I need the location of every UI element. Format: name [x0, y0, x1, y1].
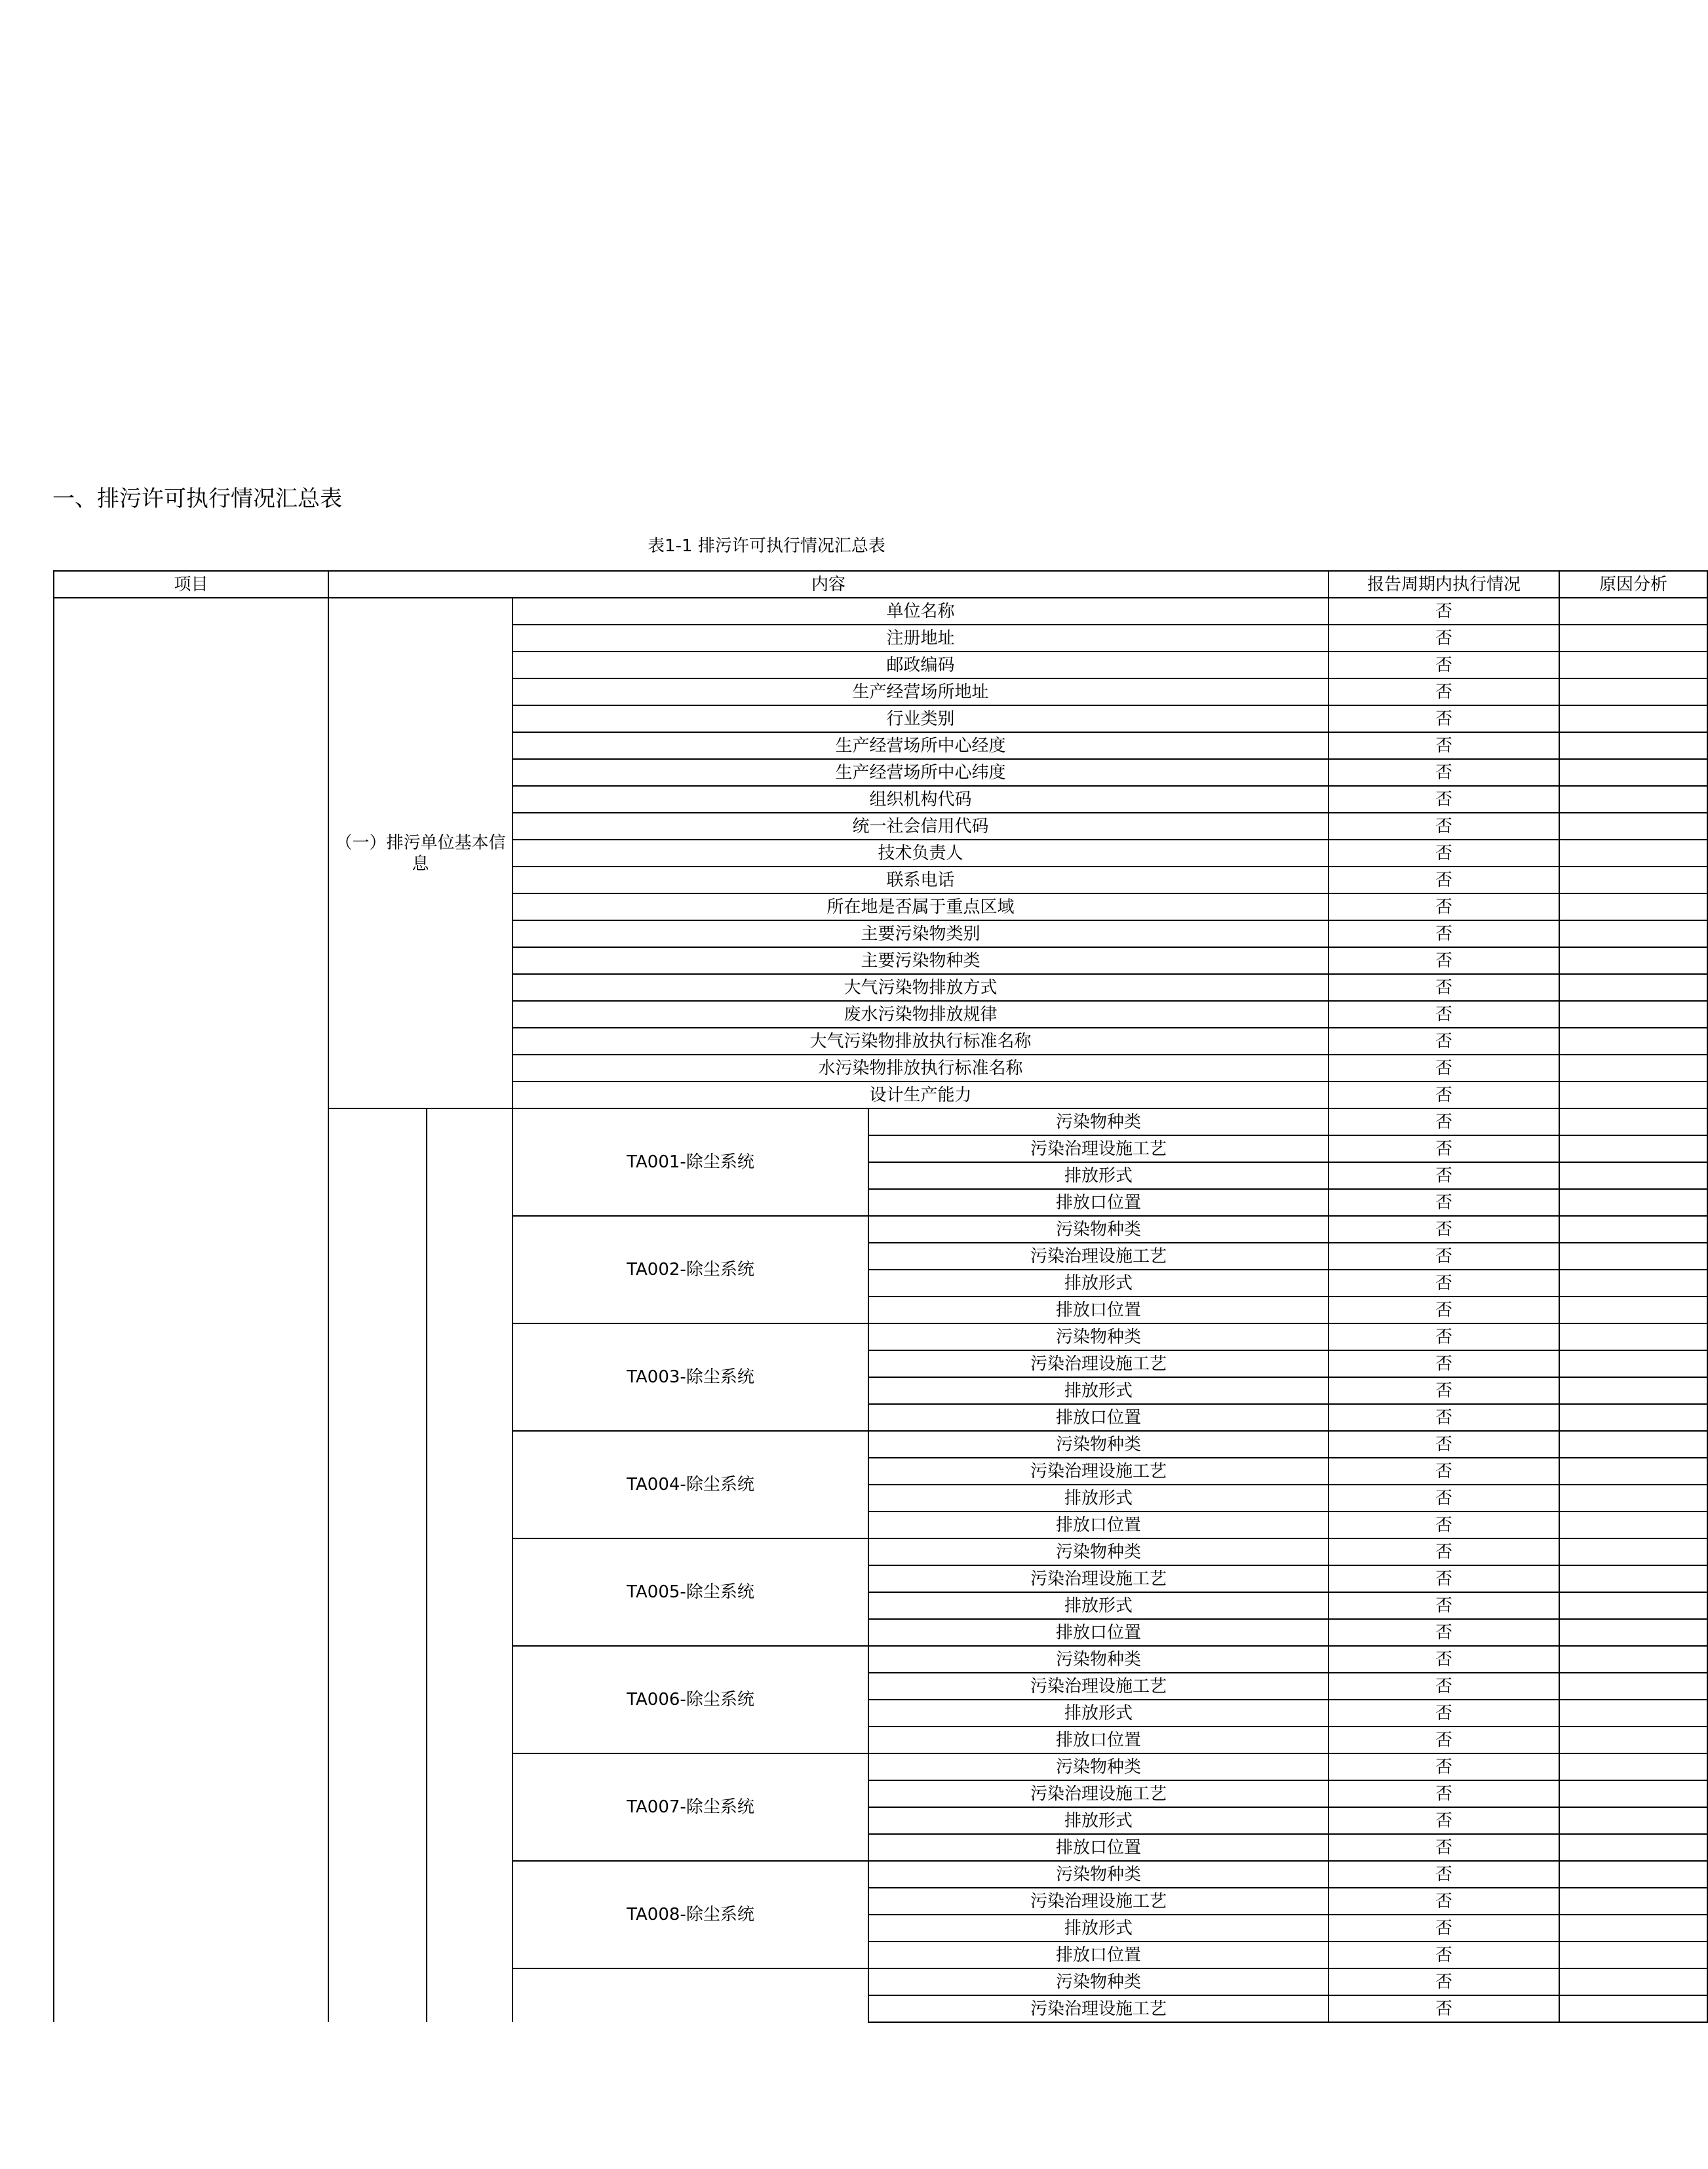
facility-item: 污染治理设施工艺 — [868, 1135, 1329, 1162]
status-cell: 否 — [1329, 1028, 1559, 1055]
basic-info-group-label: （一）排污单位基本信息 — [328, 598, 513, 1108]
status-cell: 否 — [1329, 974, 1559, 1001]
basic-info-item: 大气污染物排放执行标准名称 — [513, 1028, 1329, 1055]
facility-subgroup-cell — [427, 1108, 513, 2022]
status-cell: 否 — [1329, 786, 1559, 813]
status-cell: 否 — [1329, 1108, 1559, 1135]
facility-item: 污染治理设施工艺 — [868, 1350, 1329, 1377]
basic-info-item: 生产经营场所中心纬度 — [513, 759, 1329, 786]
status-cell: 否 — [1329, 1807, 1559, 1834]
status-cell: 否 — [1329, 1834, 1559, 1861]
status-cell: 否 — [1329, 1512, 1559, 1538]
reason-cell — [1559, 1942, 1707, 1968]
status-cell: 否 — [1329, 867, 1559, 893]
reason-cell — [1559, 678, 1707, 705]
reason-cell — [1559, 1968, 1707, 1995]
reason-cell — [1559, 1001, 1707, 1028]
status-cell: 否 — [1329, 1270, 1559, 1297]
system-name: TA005-除尘系统 — [513, 1538, 868, 1646]
basic-info-item: 注册地址 — [513, 625, 1329, 652]
status-cell: 否 — [1329, 598, 1559, 625]
reason-cell — [1559, 1404, 1707, 1431]
facility-item: 排放口位置 — [868, 1942, 1329, 1968]
status-cell: 否 — [1329, 705, 1559, 732]
facility-item: 污染治理设施工艺 — [868, 1888, 1329, 1915]
reason-cell — [1559, 1377, 1707, 1404]
status-cell: 否 — [1329, 1861, 1559, 1888]
facility-item: 污染治理设施工艺 — [868, 1673, 1329, 1700]
facility-item: 排放口位置 — [868, 1834, 1329, 1861]
reason-cell — [1559, 1780, 1707, 1807]
reason-cell — [1559, 1888, 1707, 1915]
basic-info-item: 单位名称 — [513, 598, 1329, 625]
status-cell: 否 — [1329, 1592, 1559, 1619]
reason-cell — [1559, 1592, 1707, 1619]
header-row — [54, 571, 1707, 598]
status-cell: 否 — [1329, 1216, 1559, 1243]
reason-cell — [1559, 1727, 1707, 1753]
system-name: TA008-除尘系统 — [513, 1861, 868, 1968]
facility-item: 污染物种类 — [868, 1108, 1329, 1135]
reason-cell — [1559, 920, 1707, 947]
reason-cell — [1559, 1216, 1707, 1243]
reason-cell — [1559, 1807, 1707, 1834]
status-cell: 否 — [1329, 1646, 1559, 1673]
basic-info-item: 主要污染物种类 — [513, 947, 1329, 974]
status-cell: 否 — [1329, 1565, 1559, 1592]
reason-cell — [1559, 759, 1707, 786]
facility-item: 排放形式 — [868, 1485, 1329, 1512]
status-cell: 否 — [1329, 1135, 1559, 1162]
status-cell: 否 — [1329, 1700, 1559, 1727]
status-cell: 否 — [1329, 1404, 1559, 1431]
facility-item: 排放口位置 — [868, 1404, 1329, 1431]
status-cell: 否 — [1329, 625, 1559, 652]
header-content: 内容 — [328, 571, 1329, 598]
reason-cell — [1559, 1323, 1707, 1350]
status-cell: 否 — [1329, 1377, 1559, 1404]
status-cell: 否 — [1329, 1888, 1559, 1915]
reason-cell — [1559, 893, 1707, 920]
status-cell: 否 — [1329, 1619, 1559, 1646]
reason-cell — [1559, 1485, 1707, 1512]
reason-cell — [1559, 1135, 1707, 1162]
facility-item: 污染物种类 — [868, 1216, 1329, 1243]
status-cell: 否 — [1329, 1297, 1559, 1323]
facility-item: 排放形式 — [868, 1162, 1329, 1189]
facility-item: 污染物种类 — [868, 1538, 1329, 1565]
reason-cell — [1559, 974, 1707, 1001]
basic-info-item: 组织机构代码 — [513, 786, 1329, 813]
reason-cell — [1559, 1915, 1707, 1942]
header-project: 项目 — [54, 571, 328, 598]
status-cell: 否 — [1329, 759, 1559, 786]
facility-item: 排放形式 — [868, 1270, 1329, 1297]
basic-info-item: 联系电话 — [513, 867, 1329, 893]
basic-info-item: 废水污染物排放规律 — [513, 1001, 1329, 1028]
header-status: 报告周期内执行情况 — [1329, 571, 1559, 598]
reason-cell — [1559, 1270, 1707, 1297]
facility-item: 排放形式 — [868, 1377, 1329, 1404]
status-cell: 否 — [1329, 732, 1559, 759]
reason-cell — [1559, 1350, 1707, 1377]
project-cell — [54, 598, 328, 2022]
status-cell: 否 — [1329, 813, 1559, 840]
reason-cell — [1559, 705, 1707, 732]
system-name: TA001-除尘系统 — [513, 1108, 868, 1216]
facility-item: 排放形式 — [868, 1700, 1329, 1727]
reason-cell — [1559, 947, 1707, 974]
basic-info-item: 生产经营场所中心经度 — [513, 732, 1329, 759]
basic-info-item: 主要污染物类别 — [513, 920, 1329, 947]
facility-item: 污染物种类 — [868, 1431, 1329, 1458]
status-cell: 否 — [1329, 1538, 1559, 1565]
reason-cell — [1559, 1297, 1707, 1323]
basic-info-item: 设计生产能力 — [513, 1082, 1329, 1108]
status-cell: 否 — [1329, 1350, 1559, 1377]
status-cell: 否 — [1329, 678, 1559, 705]
status-cell: 否 — [1329, 1753, 1559, 1780]
reason-cell — [1559, 1700, 1707, 1727]
facility-item: 污染物种类 — [868, 1646, 1329, 1673]
facility-group-cell — [328, 1108, 427, 2022]
status-cell: 否 — [1329, 1055, 1559, 1082]
facility-item: 排放口位置 — [868, 1297, 1329, 1323]
reason-cell — [1559, 1458, 1707, 1485]
reason-cell — [1559, 652, 1707, 678]
reason-cell — [1559, 1538, 1707, 1565]
reason-cell — [1559, 1243, 1707, 1270]
reason-cell — [1559, 598, 1707, 625]
facility-item: 污染治理设施工艺 — [868, 1458, 1329, 1485]
reason-cell — [1559, 1673, 1707, 1700]
status-cell: 否 — [1329, 1431, 1559, 1458]
table-row — [54, 598, 1707, 625]
status-cell: 否 — [1329, 1673, 1559, 1700]
system-name — [513, 1968, 868, 2022]
facility-item: 污染物种类 — [868, 1323, 1329, 1350]
basic-info-item: 行业类别 — [513, 705, 1329, 732]
table-caption: 表1-1 排污许可执行情况汇总表 — [648, 536, 885, 556]
facility-item: 污染物种类 — [868, 1861, 1329, 1888]
status-cell: 否 — [1329, 920, 1559, 947]
reason-cell — [1559, 786, 1707, 813]
status-cell: 否 — [1329, 1942, 1559, 1968]
facility-item: 排放形式 — [868, 1807, 1329, 1834]
system-name: TA003-除尘系统 — [513, 1323, 868, 1431]
basic-info-item: 大气污染物排放方式 — [513, 974, 1329, 1001]
system-name: TA006-除尘系统 — [513, 1646, 868, 1753]
permit-summary-table — [53, 570, 1708, 2023]
facility-item: 污染治理设施工艺 — [868, 1995, 1329, 2022]
reason-cell — [1559, 1565, 1707, 1592]
reason-cell — [1559, 1108, 1707, 1135]
basic-info-item: 水污染物排放执行标准名称 — [513, 1055, 1329, 1082]
reason-cell — [1559, 867, 1707, 893]
facility-item: 污染治理设施工艺 — [868, 1780, 1329, 1807]
reason-cell — [1559, 1028, 1707, 1055]
reason-cell — [1559, 1512, 1707, 1538]
reason-cell — [1559, 1619, 1707, 1646]
status-cell: 否 — [1329, 1995, 1559, 2022]
reason-cell — [1559, 1995, 1707, 2022]
status-cell: 否 — [1329, 1780, 1559, 1807]
status-cell: 否 — [1329, 1162, 1559, 1189]
status-cell: 否 — [1329, 947, 1559, 974]
status-cell: 否 — [1329, 893, 1559, 920]
status-cell: 否 — [1329, 1458, 1559, 1485]
status-cell: 否 — [1329, 1323, 1559, 1350]
reason-cell — [1559, 1055, 1707, 1082]
basic-info-item: 邮政编码 — [513, 652, 1329, 678]
reason-cell — [1559, 1834, 1707, 1861]
basic-info-item: 统一社会信用代码 — [513, 813, 1329, 840]
reason-cell — [1559, 1189, 1707, 1216]
status-cell: 否 — [1329, 1001, 1559, 1028]
system-name: TA002-除尘系统 — [513, 1216, 868, 1323]
facility-item: 污染治理设施工艺 — [868, 1565, 1329, 1592]
facility-item: 排放口位置 — [868, 1619, 1329, 1646]
table-body — [54, 598, 1707, 2022]
status-cell: 否 — [1329, 1915, 1559, 1942]
facility-item: 排放口位置 — [868, 1189, 1329, 1216]
reason-cell — [1559, 813, 1707, 840]
reason-cell — [1559, 1431, 1707, 1458]
reason-cell — [1559, 625, 1707, 652]
status-cell: 否 — [1329, 840, 1559, 867]
reason-cell — [1559, 1861, 1707, 1888]
facility-item: 排放口位置 — [868, 1512, 1329, 1538]
facility-item: 排放口位置 — [868, 1727, 1329, 1753]
header-reason: 原因分析 — [1559, 571, 1707, 598]
status-cell: 否 — [1329, 1243, 1559, 1270]
reason-cell — [1559, 732, 1707, 759]
system-name: TA007-除尘系统 — [513, 1753, 868, 1861]
reason-cell — [1559, 1162, 1707, 1189]
basic-info-item: 生产经营场所地址 — [513, 678, 1329, 705]
system-name: TA004-除尘系统 — [513, 1431, 868, 1538]
reason-cell — [1559, 1753, 1707, 1780]
status-cell: 否 — [1329, 652, 1559, 678]
basic-info-item: 所在地是否属于重点区域 — [513, 893, 1329, 920]
reason-cell — [1559, 840, 1707, 867]
facility-item: 污染物种类 — [868, 1753, 1329, 1780]
reason-cell — [1559, 1082, 1707, 1108]
facility-item: 排放形式 — [868, 1592, 1329, 1619]
facility-item: 污染治理设施工艺 — [868, 1243, 1329, 1270]
status-cell: 否 — [1329, 1485, 1559, 1512]
facility-item: 污染物种类 — [868, 1968, 1329, 1995]
basic-info-item: 技术负责人 — [513, 840, 1329, 867]
status-cell: 否 — [1329, 1082, 1559, 1108]
facility-item: 排放形式 — [868, 1915, 1329, 1942]
section-heading: 一、排污许可执行情况汇总表 — [52, 486, 342, 512]
status-cell: 否 — [1329, 1189, 1559, 1216]
status-cell: 否 — [1329, 1968, 1559, 1995]
reason-cell — [1559, 1646, 1707, 1673]
status-cell: 否 — [1329, 1727, 1559, 1753]
